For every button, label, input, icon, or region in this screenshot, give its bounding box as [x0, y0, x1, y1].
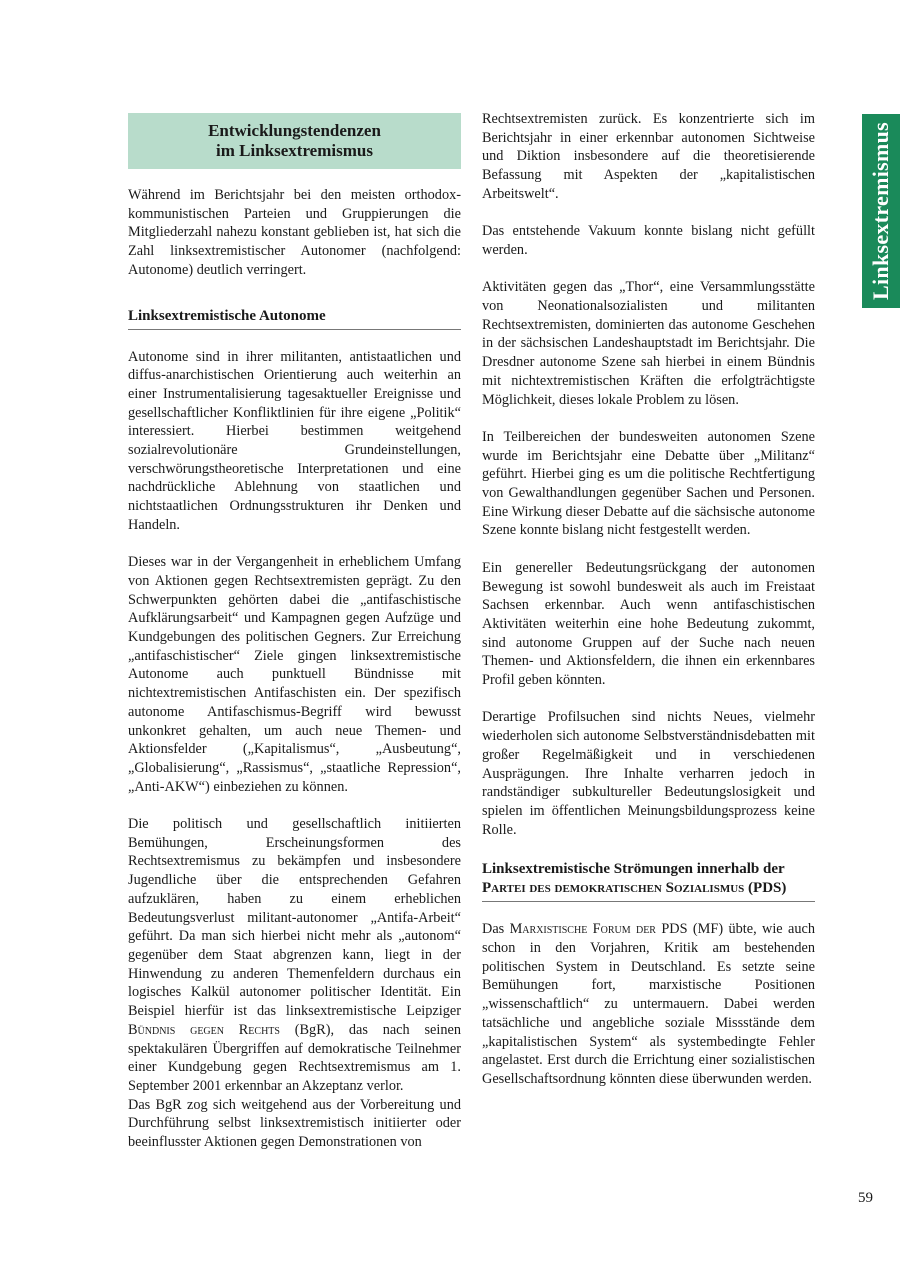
paragraph-right-3: Aktivitäten gegen das „Thor“, eine Versammlungsstätte von Neonationalsozialisten und militanten Rechtsextremisten, dominierten das autonome Geschehen in der sächsischen Landeshauptstadt im Berichtsjahr. Die Dresdner autonome Szene sah hierbei in einem Bündnis mit nichtextremistischen Kräften die erfolgträchtigste Möglichkeit, dieses lokale Problem zu lösen.: [482, 279, 815, 408]
organization-name-mf: Marxistische Forum der: [509, 921, 656, 938]
section-heading-pds-text-b: (PDS): [744, 880, 787, 897]
chapter-title-line1: Entwicklungstendenzen: [208, 121, 381, 140]
chapter-title-box: [128, 113, 461, 169]
page-number: 59: [858, 1190, 873, 1206]
intro-paragraph: Während im Berichtsjahr bei den meisten orthodox-kommunistischen Parteien und Gruppierungen die Mitgliederzahl nahezu konstant geblieben ist, hat sich die Zahl linksextremistischer Autonomer (nachfolgend: Autonome) deutlich verringert.: [128, 187, 461, 278]
paragraph-right-4: In Teilbereichen der bundesweiten autonomen Szene wurde im Berichtsjahr eine Debatte über „Militanz“ geführt. Hierbei ging es um die politische Rechtfertigung von Gewalthandlungen gegenüber Sachen und Personen. Eine Wirkung dieser Debatte auf die sächsische autonome Szene konnte bislang nicht festgestellt werden.: [482, 428, 815, 539]
paragraph-autonome-4: Das BgR zog sich weitgehend aus der Vorbereitung und Durchführung selbst linksextremistisch initiierter oder beeinflusster Aktionen gegen Demonstrationen von: [128, 1096, 461, 1151]
paragraph-autonome-3-text-b: (BgR), das nach seinen spektakulären Übergriffen auf demokratische Teilnehmer einer Kundgebung gegen Rechtsextremismus am 1. September 2001 erkennbar an Akzeptanz verlor.: [128, 1021, 461, 1094]
section-heading-pds-text-a: Linksextremistische Strömungen innerhalb der: [482, 861, 785, 878]
chapter-title-line2: im Linksextremismus: [216, 141, 373, 160]
paragraph-pds-1-text-b: PDS (MF) übte, wie auch schon in den Vorjahren, Kritik am bestehenden politischen System in Deutschland. Es setzte seine Bemühungen fort, marxistische Positionen „wissenschaftlich“ zu untermauern. Dabei werden tatsächliche und angebliche soziale Missstände dem „kapitalistischen System“ als systembedingte Fehler angelastet. Erst durch die Errichtung einer sozialistischen Gesellschaftsordnung könnten diese überwunden werden.: [482, 921, 815, 1087]
paragraph-right-2: Das entstehende Vakuum konnte bislang nicht gefüllt werden.: [482, 223, 815, 258]
paragraph-right-5: Ein genereller Bedeutungsrückgang der autonomen Bewegung ist sowohl bundesweit als auch im Freistaat Sachsen erkennbar. Auch wenn antifaschistischen Aktivitäten weiterhin eine hohe Bedeutung zukommt, sind autonome Gruppen auf der Suche nach neuen Themen- und Aktionsfeldern, die ihnen ein erkennbares Profil geben könnten.: [482, 559, 815, 689]
left-column: [128, 110, 461, 1170]
paragraph-autonome-2: Dieses war in der Vergangenheit in erheblichem Umfang von Aktionen gegen Rechtsextremisten geprägt. Zu den Schwerpunkten gehörten dabei die „antifaschistische Aufklärungsarbeit“ und Kampagnen gegen Aufzüge und Kundgebungen des politischen Gegners. Zur Erreichung „antifaschistischer“ Ziele gingen linksextremistische Autonome auch punktuell Bündnisse mit nichtextremistischen Antifaschisten ein. Der spezifisch autonome Antifaschismus-Begriff wird bewusst unkonkret gehalten, um auch neue Themen- und Aktionsfelder („Kapitalismus“, „Ausbeutung“, „Globalisierung“, „Rassismus“, „staatliche Repression“, „Anti-AKW“) einbeziehen zu können.: [128, 554, 461, 795]
paragraph-right-1: Rechtsextremisten zurück. Es konzentrierte sich im Berichtsjahr in einer erkennbar autonomen Sichtweise und Diktion insbesondere auf die theoretisierende Befassung mit Aspekten der „kapitalistischen Arbeitswelt“.: [482, 111, 815, 202]
paragraph-autonome-3-text-a: Die politisch und gesellschaftlich initiierten Bemühungen, Erscheinungsformen des Rechtsextremismus zu bekämpfen und insbesondere Jugendliche über die entsprechenden Gefahren aufzuklären, haben zu einem erheblichen Bedeutungsverlust militant-autonomer „Antifa-Arbeit“ geführt. Da man sich hierbei nicht mehr als „autonom“ gegenüber dem Staat abgrenzen kann, liegt in der Hinwendung zu anderen Themenfeldern durchaus ein logisches Kalkül autonomer politischer Identität. Ein Beispiel hierfür ist das linksextremistische Leipziger: [128, 816, 461, 1020]
section-side-tab: [862, 114, 900, 308]
paragraph-pds-1-text-a: Das: [482, 921, 510, 938]
paragraph-autonome-3: [128, 815, 461, 1096]
section-heading-pds: [482, 860, 815, 902]
paragraph-pds-1: [482, 920, 815, 1088]
paragraph-right-6: Derartige Profilsuchen sind nichts Neues, vielmehr wiederholen sich autonome Selbstverständnisdebatten mit großer Regelmäßigkeit und in verschiedenen Ausprägungen. Ihre Inhalte verharren jedoch in randständiger subkultureller Bedeutungslosigkeit und spielen im öffentlichen Meinungsbildungsprozess keine Rolle.: [482, 709, 815, 838]
right-column: [482, 110, 815, 1107]
party-name-pds: Partei des demokratischen Sozialismus: [482, 880, 745, 897]
organization-name-bgr: Bündnis gegen Rechts: [128, 1021, 280, 1038]
section-side-tab-label: Linksextremismus: [868, 122, 893, 300]
section-heading-autonome: Linksextremistische Autonome: [128, 307, 461, 330]
paragraph-autonome-1: Autonome sind in ihrer militanten, antistaatlichen und diffus-anarchistischen Orientierung auch weiterhin an einer Instrumentalisierung tagesaktueller Ereignisse und gesellschaftlicher Konfliktlinien für ihre eigene „Politik“ interessiert. Hierbei bestimmen weitgehend sozialrevolutionäre Grundeinstellungen, verschwörungstheoretische Interpretationen und eine nachdrückliche Ablehnung von staatlichen und nichtstaatlichen Ordnungsstrukturen ihr Denken und Handeln.: [128, 348, 461, 533]
